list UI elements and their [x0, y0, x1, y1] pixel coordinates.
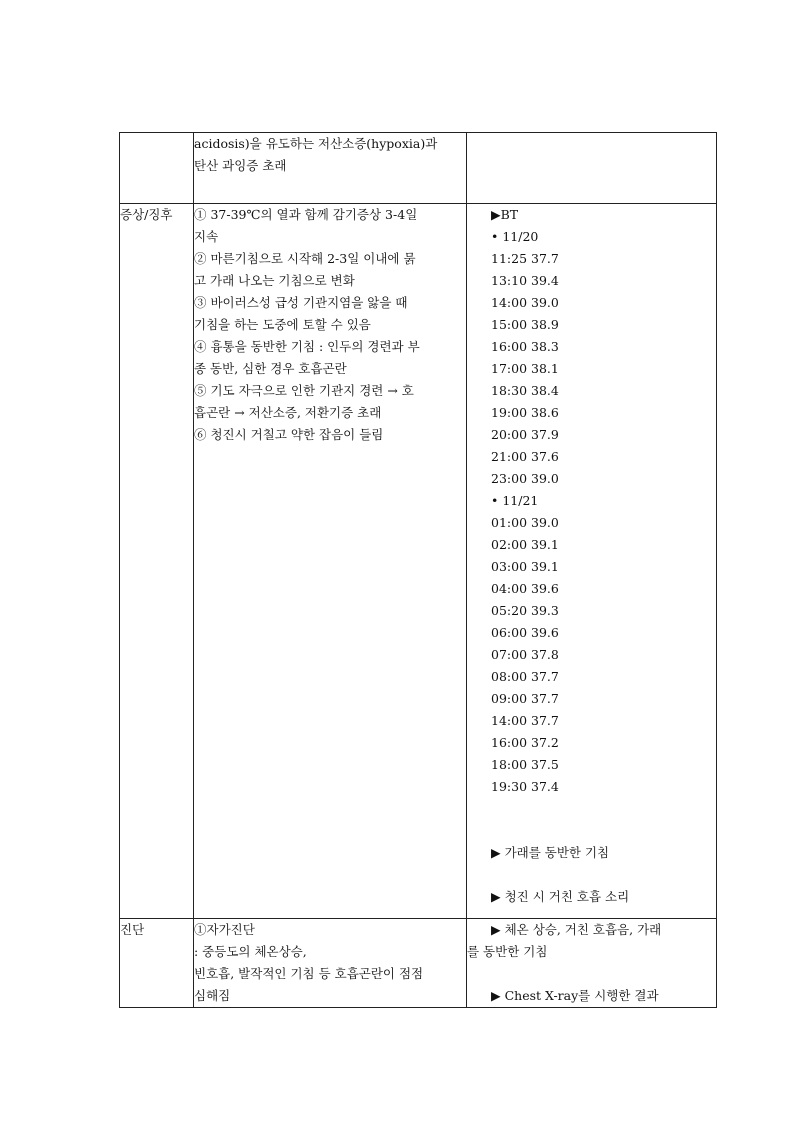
- temperature-reading: 20:00 37.9: [491, 427, 559, 442]
- row1-label: [120, 133, 194, 204]
- diagnosis-finding: ▶ 체온 상승, 거친 호흡음, 가래: [491, 922, 662, 937]
- diagnosis-text: [194, 919, 467, 1008]
- symptom-line: 종 동반, 심한 경우 호흡곤란: [194, 361, 347, 376]
- finding-breath-sound: ▶ 청진 시 거친 호흡 소리: [491, 889, 630, 904]
- temperature-reading: 08:00 37.7: [491, 669, 559, 684]
- day1-readings: [467, 248, 716, 490]
- diagnosis-finding-cont: 를 동반한 기침: [467, 944, 548, 959]
- symptom-line: ⑥ 청진시 거칠고 약한 잡음이 들림: [194, 427, 384, 442]
- row1-line: 탄산 과잉증 초래: [194, 158, 287, 173]
- temperature-reading: 01:00 39.0: [491, 515, 559, 530]
- symptom-line: ① 37-39℃의 열과 함께 감기증상 3-4일: [194, 207, 418, 222]
- temperature-reading: 09:00 37.7: [491, 691, 559, 706]
- symptom-line: 기침을 하는 도중에 토할 수 있음: [194, 317, 371, 332]
- diagnosis-line: 심해짐: [194, 988, 231, 1003]
- temperature-reading: 19:30 37.4: [491, 779, 559, 794]
- day-label: • 11/20: [491, 229, 539, 244]
- table-row-diagnosis: [120, 919, 717, 1008]
- row1-text: [194, 133, 467, 204]
- diagnosis-line: : 중등도의 체온상승,: [194, 944, 307, 959]
- temperature-reading: 07:00 37.8: [491, 647, 559, 662]
- temperature-reading: 13:10 39.4: [491, 273, 559, 288]
- temperature-reading: 21:00 37.6: [491, 449, 559, 464]
- finding-cough: ▶ 가래를 동반한 기침: [491, 845, 610, 860]
- diagnosis-xray: ▶ Chest X-ray를 시행한 결과: [491, 988, 659, 1003]
- temperature-reading: 02:00 39.1: [491, 537, 559, 552]
- nursing-table: [119, 132, 717, 1008]
- table-row-symptoms: [120, 204, 717, 919]
- symptom-line: 흡곤란 → 저산소증, 저환기증 초래: [194, 405, 382, 420]
- symptom-line: 고 가래 나오는 기침으로 변화: [194, 273, 355, 288]
- temperature-reading: 05:20 39.3: [491, 603, 559, 618]
- spacer: [467, 963, 716, 985]
- temperature-reading: 16:00 38.3: [491, 339, 559, 354]
- symptom-line: ④ 흉통을 동반한 기침 : 인두의 경련과 부: [194, 339, 420, 354]
- diagnosis-findings: [467, 919, 717, 1008]
- symptoms-label: 증상/징후: [120, 204, 194, 919]
- day2-readings: [467, 512, 716, 798]
- symptom-line: ③ 바이러스성 급성 기관지염을 앓을 때: [194, 295, 408, 310]
- temperature-log: [467, 204, 717, 919]
- row1-right: [467, 133, 717, 204]
- temperature-reading: 06:00 39.6: [491, 625, 559, 640]
- symptom-line: 지속: [194, 229, 219, 244]
- spacer: [467, 864, 716, 886]
- row1-line: acidosis)을 유도하는 저산소증(hypoxia)과: [194, 136, 438, 151]
- temperature-reading: 23:00 39.0: [491, 471, 559, 486]
- temperature-reading: 15:00 38.9: [491, 317, 559, 332]
- diagnosis-line: ①자가진단: [194, 922, 255, 937]
- temperature-reading: 17:00 38.1: [491, 361, 559, 376]
- temperature-reading: 03:00 39.1: [491, 559, 559, 574]
- temperature-reading: 18:00 37.5: [491, 757, 559, 772]
- temperature-reading: 18:30 38.4: [491, 383, 559, 398]
- spacer: [467, 798, 716, 842]
- diagnosis-label: 진단: [120, 919, 194, 1008]
- table-row-continuation: [120, 133, 717, 204]
- temperature-reading: 16:00 37.2: [491, 735, 559, 750]
- symptom-line: ⑤ 기도 자극으로 인한 기관지 경련 → 호: [194, 383, 414, 398]
- diagnosis-line: 빈호흡, 발작적인 기침 등 호흡곤란이 점점: [194, 966, 424, 981]
- temperature-reading: 19:00 38.6: [491, 405, 559, 420]
- temperature-reading: 14:00 37.7: [491, 713, 559, 728]
- temperature-reading: 04:00 39.6: [491, 581, 559, 596]
- day-label: • 11/21: [491, 493, 539, 508]
- symptoms-list: [194, 204, 467, 919]
- bt-header: ▶BT: [491, 207, 519, 222]
- temperature-reading: 11:25 37.7: [491, 251, 559, 266]
- symptom-line: ② 마른기침으로 시작해 2-3일 이내에 묽: [194, 251, 416, 266]
- temperature-reading: 14:00 39.0: [491, 295, 559, 310]
